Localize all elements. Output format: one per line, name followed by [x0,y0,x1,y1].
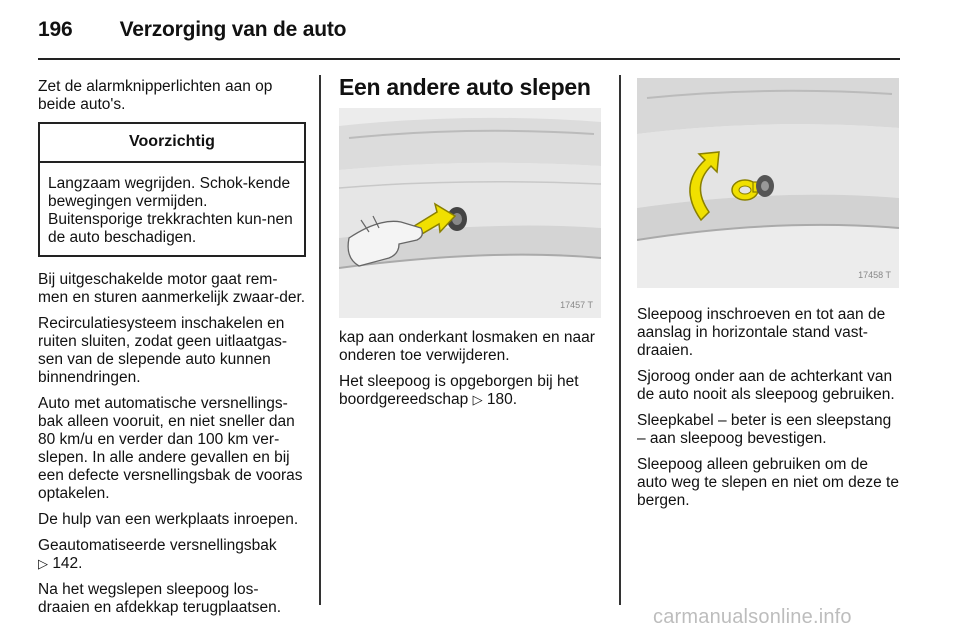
paragraph: kap aan onderkant losmaken en naar onderen toe verwijderen. [339,329,595,364]
page-header [38,18,346,42]
illustration-screw-towing-eye [637,78,899,288]
page-title: Verzorging van de auto [119,18,347,41]
paragraph: De hulp van een werkplaats inroepen. [38,511,299,528]
paragraph: Na het wegslepen sleepoog los-draaien en afdekkap terugplaatsen. [38,581,282,616]
paragraph-text: Geautomatiseerde versnellingsbak [38,537,277,554]
caution-title: Voorzichtig [40,124,304,163]
paragraph: Recirculatiesysteem inschakelen en ruiten sluiten, zodat geen uitlaatgas-sen van de slepende auto kunnen binnendringen. [38,315,288,386]
page-reference-icon: ▷ [38,556,48,571]
figure-id: 17457 T [560,300,593,310]
figure-id: 17458 T [858,270,891,280]
paragraph: Sjoroog onder aan de achterkant van de auto nooit als sleepoog gebruiken. [637,368,895,403]
caution-box [38,122,306,257]
page-number: 196 [38,18,73,41]
paragraph: Auto met automatische versnellings-bak alleen vooruit, en niet sneller dan 80 km/u en verder dan 100 km ver-slepen. In alle andere gevallen en bij een defecte versnellingsbak de vooras optakelen. [38,395,303,502]
section-heading: Een andere auto slepen [339,74,591,100]
paragraph [38,537,306,573]
page-reference-icon: ▷ [472,392,483,407]
paragraph: Sleepoog inschroeven en tot aan de aanslag in horizontale stand vast-draaien. [637,306,886,359]
header-rule [38,58,900,60]
page-reference[interactable]: 180. [486,391,518,408]
column-divider [619,75,621,605]
column-divider [319,75,321,605]
caution-body: Langzaam wegrijden. Schok-kende bewegingen vermijden. Buitensporige trekkrachten kun-nen de auto beschadigen. [48,175,293,246]
paragraph [339,373,607,409]
column-2 [339,74,607,417]
paragraph: Sleepoog alleen gebruiken om de auto weg te slepen en niet om deze te bergen. [637,456,899,509]
towing-eye-illustration [637,78,899,288]
intro-paragraph: Zet de alarmknipperlichten aan op beide auto's. [38,78,273,113]
illustration-remove-cover [339,108,601,318]
column-1 [38,78,306,625]
page-reference[interactable]: 142. [52,555,83,572]
paragraph: Sleepkabel – beter is een sleepstang – aan sleepoog bevestigen. [637,412,892,447]
paragraph: Bij uitgeschakelde motor gaat rem-men en sturen aanmerkelijk zwaar-der. [38,271,306,306]
bumper-cover-illustration [339,108,601,318]
paragraph-text: Het sleepoog is opgeborgen bij het boordgereedschap [339,373,579,408]
watermark: carmanualsonline.info [653,606,852,628]
column-3 [637,78,901,518]
